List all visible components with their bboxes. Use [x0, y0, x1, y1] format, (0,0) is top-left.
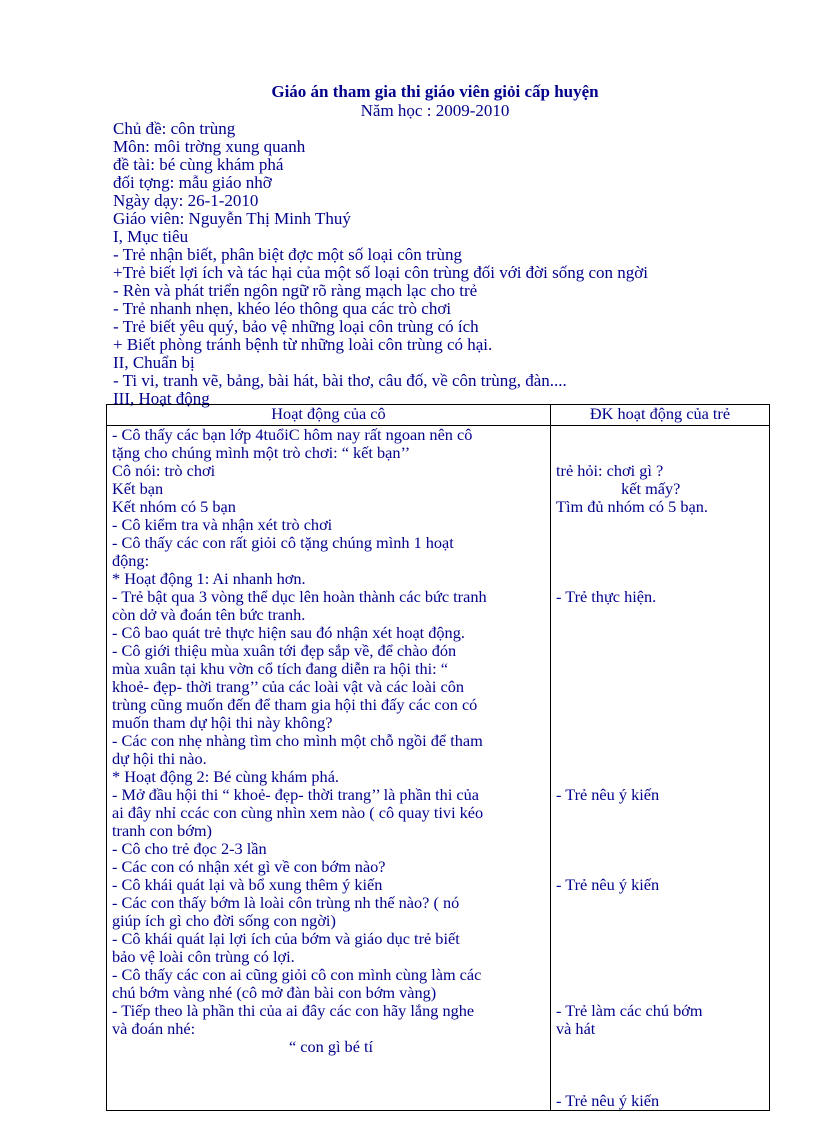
teacher-line: ai đây nhỉ ccác con cùng nhìn xem nào ( cô quay tivi kéo — [112, 803, 484, 822]
info-line: - Trẻ nhận biết, phân biệt đợc một số loại côn trùng — [113, 245, 462, 264]
teacher-line: * Hoạt động 2: Bé cùng khám phá. — [112, 767, 339, 786]
teacher-line: Kết nhóm có 5 bạn — [112, 497, 236, 516]
info-line: - Trẻ nhanh nhẹn, khéo léo thông qua các trò chơi — [113, 299, 452, 318]
teacher-line: - Cô thấy các bạn lớp 4tuổiC hôm nay rất ngoan nên cô — [112, 425, 473, 444]
child-line — [556, 552, 769, 570]
child-line — [556, 570, 769, 588]
teacher-activity-header: Hoạt động của cô — [107, 405, 551, 426]
teacher-line: “ con gì bé tí — [288, 1037, 374, 1056]
info-line: Môn: môi trờng xung quanh — [113, 137, 306, 156]
child-line — [556, 714, 769, 732]
info-line: Chủ đề: côn trùng — [113, 119, 236, 138]
teacher-line: - Các con có nhận xét gì về con bớm nào? — [112, 857, 386, 876]
lesson-info — [113, 120, 803, 408]
child-line: kết mấy? — [556, 479, 681, 498]
teacher-line: - Cô khái quát lại lợi ích của bớm và giáo dục trẻ biết — [112, 929, 460, 948]
teacher-line: và đoán nhé: — [112, 1019, 196, 1038]
child-line — [556, 930, 769, 948]
teacher-line: tranh con bớm) — [112, 821, 212, 840]
info-line: II, Chuẩn bị — [113, 353, 195, 372]
child-line — [556, 678, 769, 696]
child-line — [556, 534, 769, 552]
child-line — [556, 768, 769, 786]
teacher-line: - Cô khái quát lại và bổ xung thêm ý kiến — [112, 875, 383, 894]
child-line: - Trẻ làm các chú bớm — [556, 1001, 703, 1020]
teacher-line: - Cô bao quát trẻ thực hiện sau đó nhận xét hoạt động. — [112, 623, 465, 642]
child-line: - Trẻ nêu ý kiến — [556, 875, 660, 894]
page-title: Giáo án tham gia thi giáo viên giỏi cấp huyện — [271, 82, 599, 101]
info-line: III, Hoạt động — [113, 389, 210, 408]
teacher-line: - Cô thấy các con ai cũng giỏi cô con mình cùng làm các — [112, 965, 482, 984]
child-line — [556, 516, 769, 534]
child-line — [556, 426, 769, 444]
child-line — [556, 696, 769, 714]
child-activity-cell — [551, 426, 770, 1111]
child-line — [556, 948, 769, 966]
child-line: và hát — [556, 1019, 596, 1038]
teacher-line: - Trẻ bật qua 3 vòng thể dục lên hoàn thành các bức tranh — [112, 587, 487, 606]
teacher-line: - Cô giới thiệu mùa xuân tới đẹp sắp về, để chào đón — [112, 641, 457, 660]
teacher-line: * Hoạt động 1: Ai nhanh hơn. — [112, 569, 306, 588]
info-line: Giáo viên: Nguyễn Thị Minh Thuý — [113, 209, 351, 228]
child-line: - Trẻ nêu ý kiến — [556, 1091, 660, 1110]
child-line — [556, 750, 769, 768]
child-line — [556, 1074, 769, 1092]
teacher-line: Kết bạn — [112, 479, 164, 498]
teacher-line: - Mở đầu hội thi “ khoẻ- đẹp- thời trang’’ là phần thi của — [112, 785, 480, 804]
info-line: - Trẻ biết yêu quý, bảo vệ những loại côn trùng có ích — [113, 317, 479, 336]
child-line — [556, 840, 769, 858]
child-line — [556, 858, 769, 876]
teacher-line: tặng cho chúng mình một trò chơi: “ kết bạn’’ — [112, 443, 411, 462]
teacher-line: dự hội thi nào. — [112, 749, 207, 768]
teacher-line: - Các con thấy bớm là loài côn trùng nh thế nào? ( nó — [112, 893, 460, 912]
teacher-line: động: — [112, 551, 150, 570]
table-row — [107, 426, 770, 1111]
info-line: - Rèn và phát triển ngôn ngữ rõ ràng mạch lạc cho trẻ — [113, 281, 478, 300]
activity-table — [106, 404, 770, 1111]
child-line — [556, 984, 769, 1002]
teacher-activity-cell — [107, 426, 551, 1111]
child-line — [556, 642, 769, 660]
info-line: + Biết phòng tránh bệnh từ những loài côn trùng có hại. — [113, 335, 493, 354]
child-line — [556, 444, 769, 462]
child-line: trẻ hỏi: chơi gì ? — [556, 461, 664, 480]
school-year: Năm học : 2009-2010 — [360, 101, 510, 120]
table-header-row — [107, 405, 770, 426]
teacher-line: - Cô cho trẻ đọc 2-3 lần — [112, 839, 267, 858]
child-line — [556, 912, 769, 930]
teacher-line: mùa xuân tại khu vờn cổ tích đang diễn ra hội thi: “ — [112, 659, 448, 678]
info-line: Ngày dạy: 26-1-2010 — [113, 191, 259, 210]
child-line — [556, 1038, 769, 1056]
teacher-line: Cô nói: trò chơi — [112, 461, 216, 480]
child-line: - Trẻ nêu ý kiến — [556, 785, 660, 804]
teacher-line: còn dở và đoán tên bức tranh. — [112, 605, 306, 624]
child-line: Tìm đủ nhóm có 5 bạn. — [556, 497, 708, 516]
child-line: - Trẻ thực hiện. — [556, 587, 657, 606]
child-line — [556, 804, 769, 822]
teacher-line: - Các con nhẹ nhàng tìm cho mình một chỗ ngồi để tham — [112, 731, 483, 750]
info-line: đối tợng: mẫu giáo nhỡ — [113, 173, 272, 192]
child-line — [556, 732, 769, 750]
child-line — [556, 624, 769, 642]
info-line: - Ti vi, tranh vẽ, bảng, bài hát, bài thơ, câu đố, về côn trùng, đàn.... — [113, 371, 567, 390]
teacher-line: trùng cũng muốn đến để tham gia hội thi đấy các con có — [112, 695, 478, 714]
info-line: đề tài: bé cùng khám phá — [113, 155, 284, 174]
child-line — [556, 822, 769, 840]
teacher-line: khoẻ- đẹp- thời trang’’ của các loài vật và các loài côn — [112, 677, 464, 696]
child-line — [556, 966, 769, 984]
child-line — [556, 894, 769, 912]
teacher-line: chú bớm vàng nhé (cô mở đàn bài con bớm vàng) — [112, 983, 437, 1002]
info-line: +Trẻ biết lợi ích và tác hại của một số loại côn trùng đối với đời sống con ngời — [113, 263, 649, 282]
child-activity-header: ĐK hoạt động của trẻ — [551, 405, 770, 426]
info-line: I, Mục tiêu — [113, 227, 189, 246]
teacher-line: - Cô thấy các con rất giỏi cô tặng chúng mình 1 hoạt — [112, 533, 454, 552]
child-line — [556, 1056, 769, 1074]
child-line — [556, 660, 769, 678]
teacher-line: muốn tham dự hội thi này không? — [112, 713, 333, 732]
child-line — [556, 606, 769, 624]
teacher-line: - Tiếp theo là phần thi của ai đây các con hãy lắng nghe — [112, 1001, 475, 1020]
teacher-line: giúp ích gì cho đời sống con ngời) — [112, 911, 336, 930]
teacher-line: - Cô kiểm tra và nhận xét trò chơi — [112, 515, 333, 534]
teacher-line: bảo vệ loài côn trùng có lợi. — [112, 947, 295, 966]
